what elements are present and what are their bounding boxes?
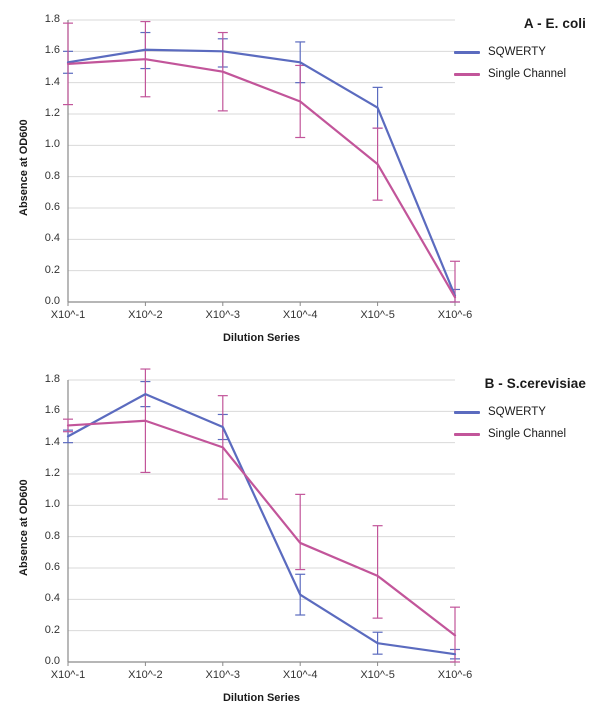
y-tick-label: 1.0: [44, 138, 60, 151]
legend-label: SQWERTY: [488, 406, 546, 418]
x-tick-label: X10^-6: [437, 309, 473, 321]
y-tick-label: 1.8: [44, 13, 60, 25]
y-tick-label: 1.6: [44, 44, 60, 57]
y-tick-label: 0.4: [44, 592, 60, 605]
x-tick-label: X10^-4: [282, 309, 318, 321]
legend-label: Single Channel: [488, 428, 567, 440]
y-tick-label: 1.2: [44, 107, 60, 119]
x-tick-label: X10^-2: [128, 669, 163, 681]
legend-swatch-single-channel: [454, 73, 480, 76]
x-tick-label: X10^-3: [205, 309, 241, 321]
x-tick-label: X10^-4: [282, 669, 318, 681]
y-tick-label: 1.8: [44, 373, 60, 385]
y-tick-label: 1.6: [44, 404, 60, 417]
legend-item: [454, 424, 586, 444]
y-axis-label-a: Absence at OD600: [18, 119, 30, 216]
legend-b: [454, 402, 586, 446]
x-tick-label: X10^-3: [205, 669, 241, 681]
y-tick-label: 0.6: [44, 201, 60, 213]
x-tick-label: X10^-5: [360, 309, 395, 321]
y-tick-label: 1.2: [44, 467, 60, 479]
legend-swatch-sqwerty: [454, 411, 480, 414]
panel-title-b: B - S.cerevisiae: [484, 376, 586, 391]
y-tick-label: 0.2: [44, 623, 60, 636]
legend-swatch-sqwerty: [454, 51, 480, 54]
y-tick-label: 0.8: [44, 169, 60, 182]
y-tick-label: 0.0: [44, 295, 60, 307]
chart-panel-b: [0, 366, 600, 714]
y-tick-label: 0.0: [44, 655, 60, 667]
y-tick-label: 1.4: [44, 75, 60, 88]
y-tick-label: 0.4: [44, 232, 60, 245]
x-tick-label: X10^-1: [50, 309, 86, 321]
y-tick-label: 1.4: [44, 435, 60, 448]
chart-panel-a: [0, 6, 600, 354]
panel-title-a: A - E. coli: [523, 16, 586, 31]
y-tick-label: 0.2: [44, 263, 60, 276]
y-tick-label: 0.6: [44, 561, 60, 573]
x-axis-label-a: Dilution Series: [222, 332, 301, 344]
legend-swatch-single-channel: [454, 433, 480, 436]
y-axis-label-b: Absence at OD600: [18, 479, 30, 576]
x-tick-label: X10^-6: [437, 669, 473, 681]
y-tick-label: 0.8: [44, 529, 60, 542]
legend-label: Single Channel: [488, 68, 567, 80]
legend-item: [454, 402, 586, 422]
legend-label: SQWERTY: [488, 46, 546, 58]
x-tick-label: X10^-5: [360, 669, 395, 681]
x-axis-label-b: Dilution Series: [222, 692, 301, 704]
y-tick-label: 1.0: [44, 498, 60, 511]
legend-item: [454, 64, 586, 84]
x-tick-label: X10^-1: [50, 669, 86, 681]
legend-a: [454, 42, 586, 86]
x-tick-label: X10^-2: [128, 309, 163, 321]
legend-item: [454, 42, 586, 62]
